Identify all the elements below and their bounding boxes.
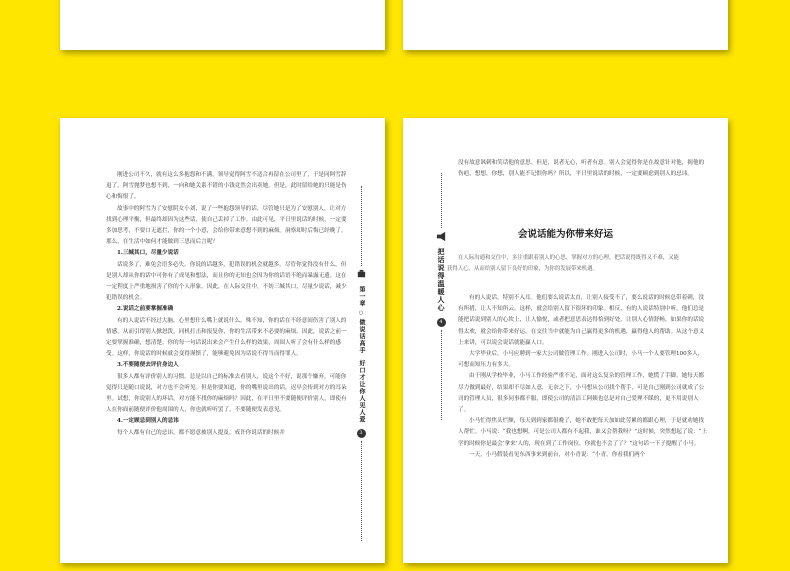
- paragraph: 没有故意讽刺和笑话他的意思。但是，说者无心，听者有意。别人会觉得你是在故意针对他，揭他的伤疤，想想，你想，别人能不记恨你吗？所以，平日里说话的时候，一定要顾虑到别人的忌讳。: [458, 160, 705, 178]
- left-book-page: [60, 118, 385, 563]
- spine-dotted-line: [361, 186, 362, 266]
- spine-dot-icon: ○: [358, 310, 364, 316]
- top-left-page: [60, 0, 385, 50]
- page-number-badge: 4: [437, 318, 446, 327]
- subheading: 1.三缄其口，尽量少说话: [117, 250, 179, 257]
- paragraph: 一天，小马假装看见东西事来到前台，对小青说：“小青，你看我们两个: [469, 451, 646, 458]
- paragraph: 每个人都有自己的忌讳，都不愿意被别人提及。戒许你说话的时候并: [117, 429, 285, 436]
- paragraph: 故事中的阿雪为了安慰阴女小刘，说了一些抱怨领导的话，尽管她只是为了安慰别人，让对方找到心理平衡，但最终却因为这些话，使自己丢掉了工作。由此可见，平日里说话的时候，一定要多加思考，不要口无遮拦，你的一个小意，会给你带来意想不到的麻烦。洞察却时后悔已经晚了。那么，在生活中如何才能做到三思而后言呢？: [106, 205, 347, 246]
- right-book-page: [403, 118, 728, 563]
- right-page-top-body: [458, 158, 708, 180]
- left-page-spine: [355, 186, 367, 541]
- spine-theme: 做说话高手: [358, 319, 365, 354]
- spine-title: 把话说得温暖人心: [437, 248, 446, 312]
- chapter-ornament-icon: [356, 269, 367, 280]
- right-page-body: [458, 293, 708, 461]
- right-page-spine: [435, 173, 447, 420]
- section-title: 会说话能为你带来好运: [517, 229, 613, 240]
- paragraph: 刚进公司不久，就有这么多抱怨和不满，领导觉得阿雪不适合再留在公司里了，于是同阿雪辞退了。阿雪抛梦也想不到，一向和她关系不错的小钱竟然会出卖她。但是，此时留给她的只能是伤心和悔恨了。: [106, 172, 347, 201]
- spine-dotted-line: [441, 330, 442, 420]
- paragraph: 有的人说话不经过大脑，心里想什么嘴上就说什么。殊不知，你的话在不经意间伤害了别人的情感，从而引得别人掀怒泼，同机打击和报复你，你的生活带来不必要的麻烦。因此，说话之前一定要掌握准确，想清楚。你的每一句话说出来会产生什么样的效果，周围人听了会有什么样的感受。这样，你说话的时候就会变得谨慎了，能够避免因为话说不得当而得罪人。: [106, 317, 347, 358]
- left-page-body: [106, 170, 351, 439]
- paragraph: 很多人都有评价别人的习惯，总是以自己的标准去看别人，说这个不好，说那个嫌弃。可能你觉得只是随口说说，对方也不会听见。但是你要知道，你的嘴里说出的话，迟早会传到对方的耳朵里。试想，你说别人的坏话，对方能不找你的麻烦吗？因此，在平日里不要随便评价别人，即使有人在你面前随便评价他周围的人，你也就听听罢了，不要随便发表意见。: [106, 373, 347, 414]
- paragraph: 有的人说话，特别不入耳。他们要么说话太直，让别人接受不了，要么说话的时候总带着刺，没有所措，让人不知所云。这样，就会给别人留下很坏的印象。相反，有的人说话特别中听，他们总是能把话说到别人的心坎上，让人愉悦，或者把意思表达得恰到好处，让别人心情舒畅。如果你的话说得太欢，就会给你带来好运，在交往当中就能为自己赢得更多的机遇，赢得他人的帮助。从这个意义上来讲，可以说会说话就能赢人口。: [458, 295, 705, 346]
- page-number-badge: 3: [357, 429, 366, 438]
- subheading: 4.一定顾忌到别人的忌讳: [117, 418, 179, 425]
- paragraph: 小马忙得焦头烂额，每天到到家都很晚了，她不敢把每天加如此劳累的都跟心理，于是就劝她找人帮忙。小马说：“我也想啊，可是公司人都有不起我，谁又会帮我呀？”这时候，突然想起了说：“上学的时候你是最会‘拿来’人的，现在到了工作岗位，你就也不会了了？”这句话一下子提醒了小马。: [458, 418, 708, 447]
- paragraph: 大学毕业后，小马应聘到一家大公司做管理工作。刚进入公司时，小马一个人要管理100多人，可想而知压力有多大。: [458, 351, 704, 369]
- spine-chapter: 第一章: [358, 286, 365, 307]
- spine-title: 好口才让你人见人爱: [358, 360, 365, 423]
- section-intro: 在人际沟通和交往中，多注重跟着别人的心思，掌握对方的心理，把话说得既得又不难，又能获得人心，从而给别人留下良好的印象，为你的发展带来机遇。: [447, 255, 680, 272]
- paragraph: 由于刚从学校毕业，小马工作经验严重不足，面对这么复杂的管理工作，她慌了手脚。她每天都尽力做到最好，结果却不尽如人意，无奈之下，小马想从公司找个帮手，可是自己刚到公司就成了公司的管理人员，很多同事都不服，即使公司的清洁工阿姨也总是对自己爱理不睬的，更不用说别人了。: [458, 373, 705, 414]
- top-right-page: [403, 0, 728, 50]
- paragraph: 话说多了，难免会语多必失。你说的话越多，犯错误的机会就越多。尽管你觉得没有什么，但是别人却从你的话中可你有了成见和想法，而且你的无知也会因为你的话语不绝而暴露无遗。这在一定程度上严重地损害了你的个人形象。因此，在人际交往中，不妨三缄其口，尽量少说话，减少犯错误的机会。: [106, 261, 347, 302]
- subheading: 2.说话之前要掌握准确: [117, 306, 174, 313]
- spine-dotted-line: [441, 173, 442, 228]
- subheading: 3.不要随便去评价身边人: [117, 362, 179, 369]
- spine-dotted-line: [361, 441, 362, 541]
